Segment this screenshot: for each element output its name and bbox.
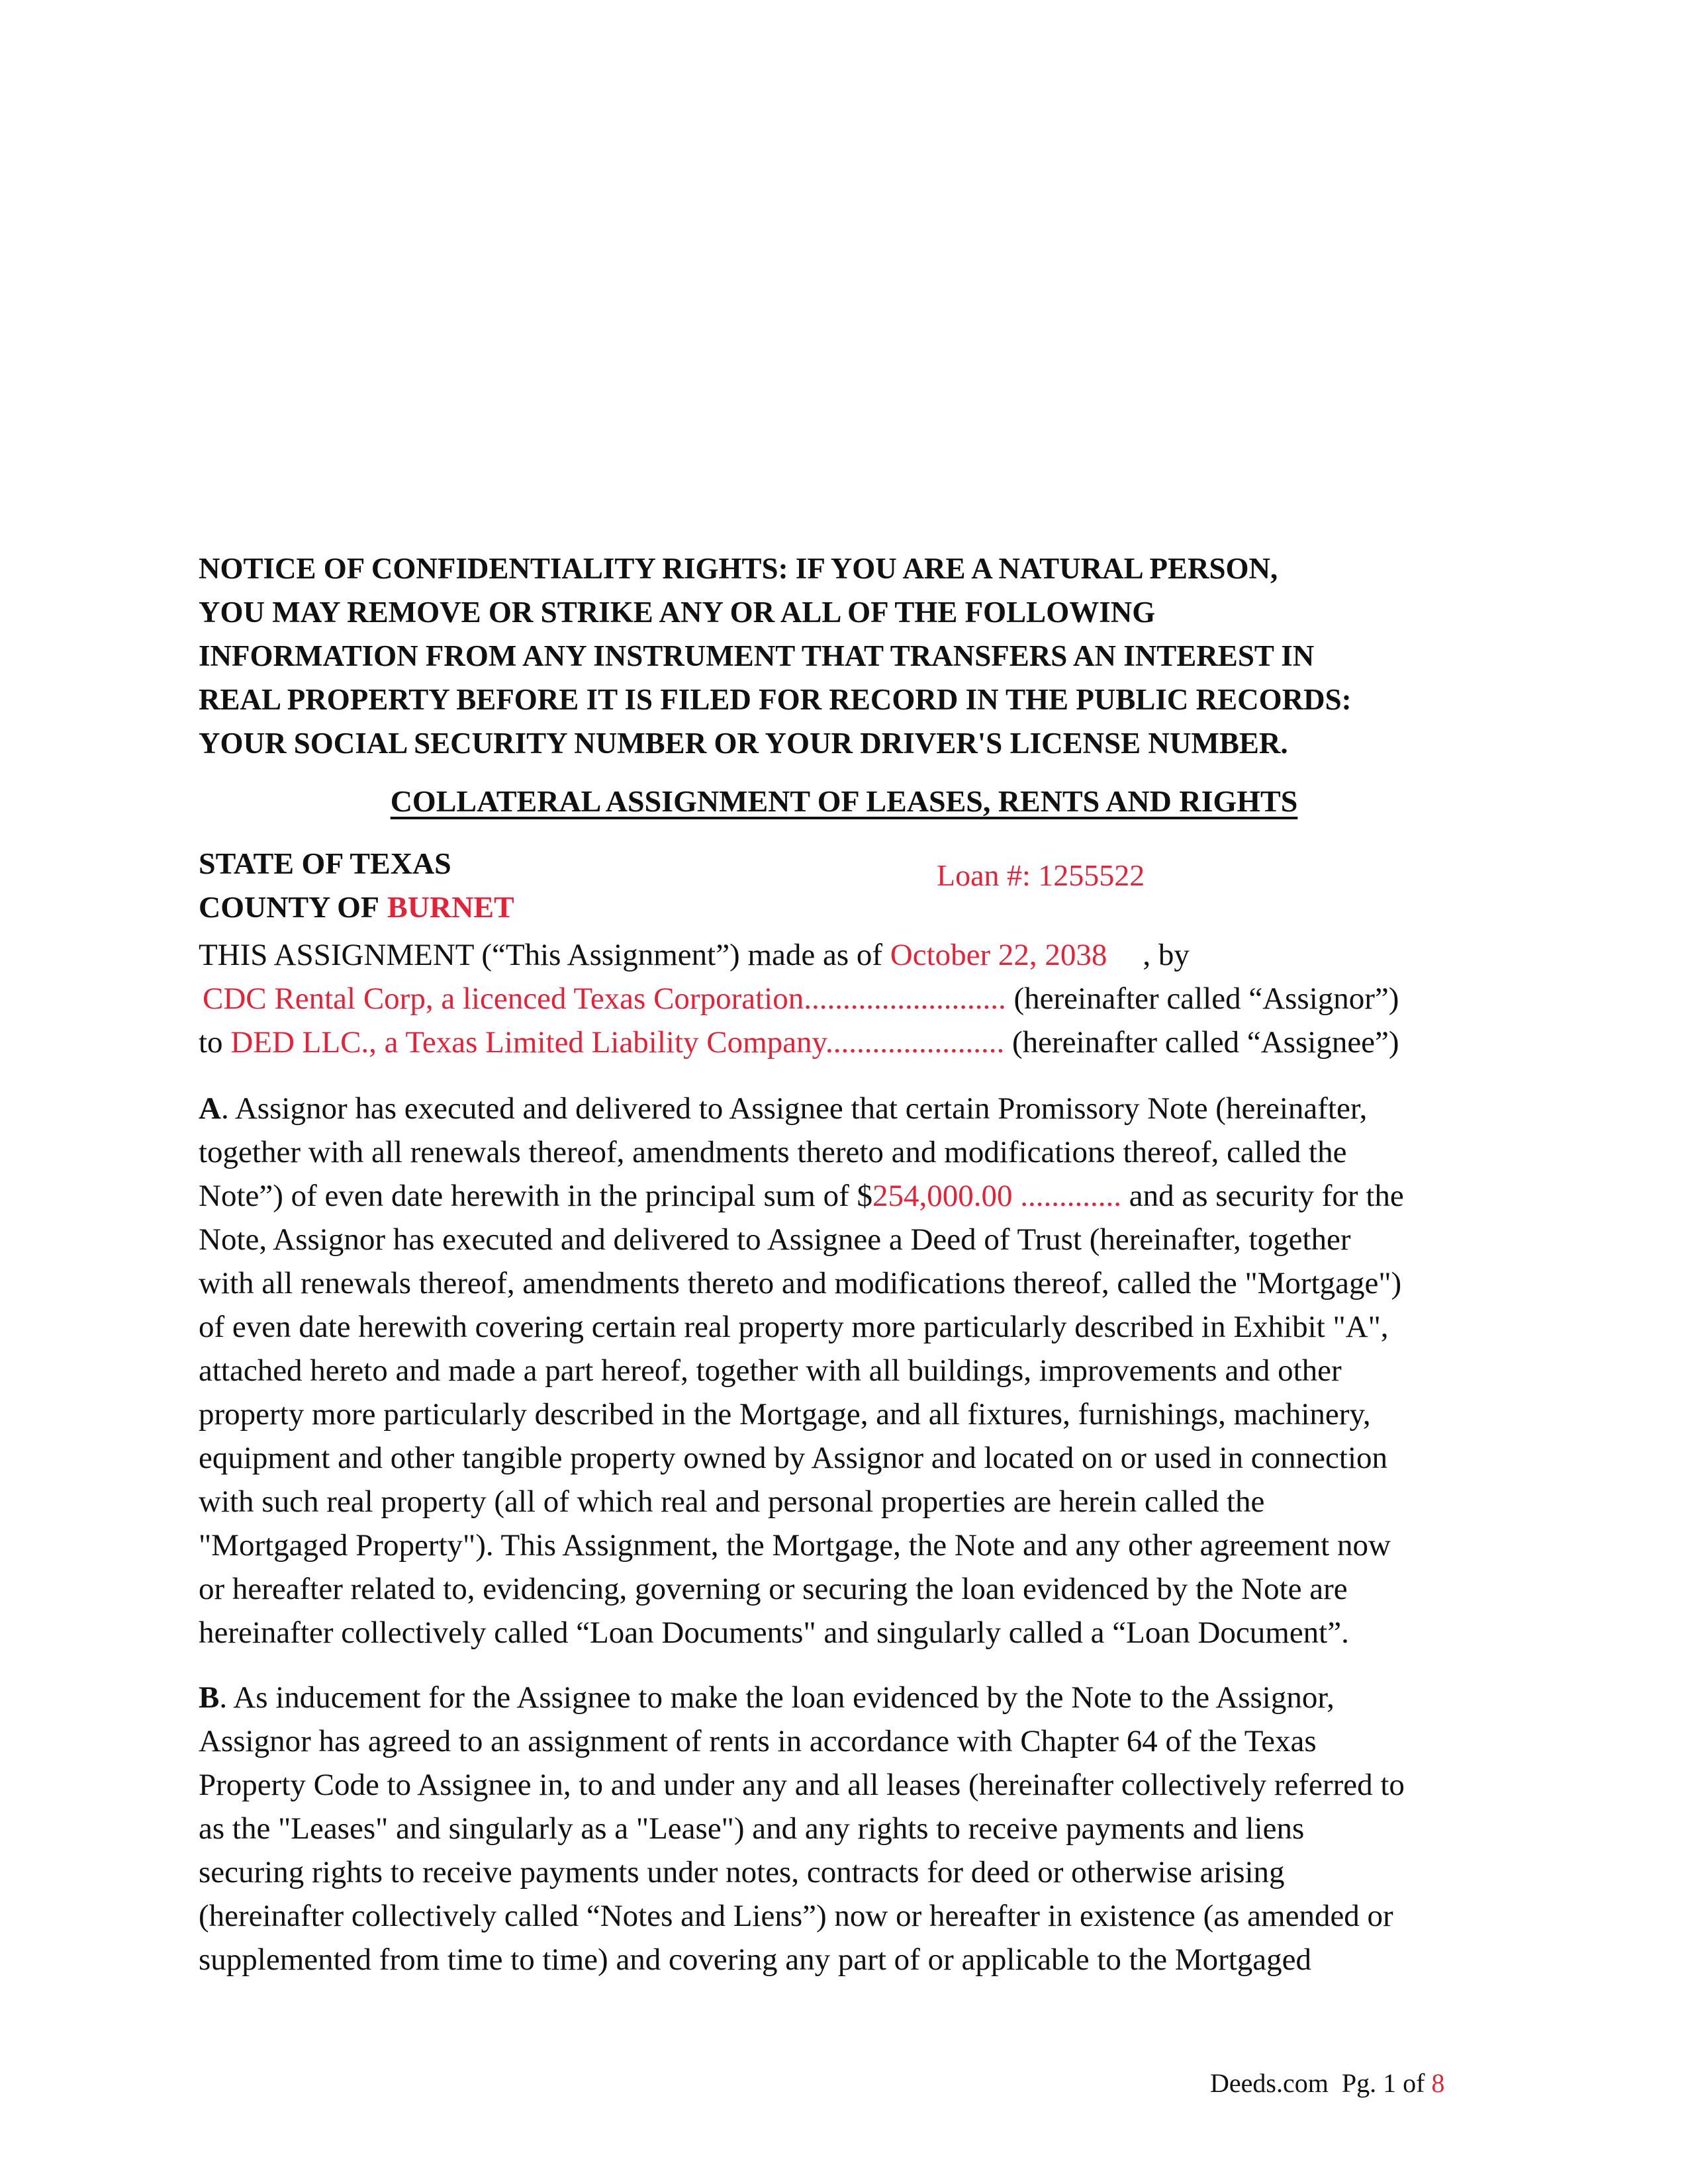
section-a-line: Note, Assignor has executed and delivered to Assignee a Deed of Trust (hereinafter, together [199,1222,1351,1257]
intro-line [199,933,1190,977]
assignment-date: October 22, 2038 [890,938,1107,972]
section-b-line: Assignor has agreed to an assignment of rents in accordance with Chapter 64 of the Texas [199,1724,1317,1758]
section-b-text: . As inducement for the Assignee to make the loan evidenced by the Note to the Assignor, [219,1680,1335,1715]
notice-line: YOU MAY REMOVE OR STRIKE ANY OR ALL OF THE FOLLOWING [199,596,1156,629]
page-footer [1210,2065,1444,2102]
section-b-line: as the "Leases" and singularly as a "Lease") and any rights to receive payments and liens [199,1811,1305,1846]
section-a-line [199,1087,1496,1130]
notice-line: INFORMATION FROM ANY INSTRUMENT THAT TRANSFERS AN INTEREST IN [199,639,1315,672]
section-a-line: equipment and other tangible property owned by Assignor and located on or used in connection [199,1441,1388,1475]
notice-line: YOUR SOCIAL SECURITY NUMBER OR YOUR DRIVER'S LICENSE NUMBER. [199,727,1288,760]
section-a-text: Note”) of even date herewith in the principal sum of $ [199,1179,872,1213]
section-b-line: supplemented from time to time) and covering any part of or applicable to the Mortgaged [199,1942,1312,1977]
footer-site: Deeds.com [1210,2068,1329,2098]
state-heading: STATE OF TEXAS [199,846,451,880]
section-a-line: "Mortgaged Property"). This Assignment, the Mortgage, the Note and any other agreement now [199,1528,1391,1563]
section-b-line: (hereinafter collectively called “Notes and Liens”) now or hereafter in existence (as amended or [199,1899,1393,1933]
section-b-line [199,1676,1496,1719]
assignee-to: to [199,1025,223,1060]
assignee-name: DED LLC., a Texas Limited Liability Company [230,1025,826,1060]
section-a-line: property more particularly described in the Mortgage, and all fixtures, furnishings, machinery, [199,1397,1371,1432]
section-a-label: A [199,1091,221,1126]
county-heading [199,886,514,929]
section-a-line: with all renewals thereof, amendments thereto and modifications thereof, called the "Mortgage") [199,1266,1402,1300]
intro-made-as-of: THIS ASSIGNMENT (“This Assignment”) made as of [199,938,883,972]
notice-line: NOTICE OF CONFIDENTIALITY RIGHTS: IF YOU ARE A NATURAL PERSON, [199,552,1278,585]
section-a-line: together with all renewals thereof, amendments thereto and modifications thereof, called the [199,1135,1347,1169]
document-title [0,784,1688,819]
section-b [199,1676,1496,1981]
section-a [199,1087,1496,1655]
county-value: BURNET [387,890,514,924]
section-a-line: hereinafter collectively called “Loan Documents" and singularly called a “Loan Document”. [199,1615,1349,1650]
confidentiality-notice [199,547,1509,765]
intro-by: , by [1143,938,1190,972]
assignor-suffix: (hereinafter called “Assignor”) [1013,981,1399,1016]
footer-page-current: 1 [1383,2068,1397,2098]
footer-of-label: of [1403,2068,1425,2098]
county-label: COUNTY OF [199,890,380,924]
section-b-line: securing rights to receive payments under notes, contracts for deed or otherwise arising [199,1855,1285,1889]
section-a-line: attached hereto and made a part hereof, together with all buildings, improvements and other [199,1353,1342,1388]
principal-amount: 254,000.00 [872,1179,1013,1213]
section-a-line: of even date herewith covering certain real property more particularly described in Exhibit "A", [199,1310,1389,1344]
loan-number: Loan #: 1255522 [937,858,1145,892]
section-a-text: . Assignor has executed and delivered to Assignee that certain Promissory Note (hereinafter, [220,1091,1368,1126]
section-a-line: or hereafter related to, evidencing, governing or securing the loan evidenced by the Note are [199,1572,1348,1606]
section-a-line [199,1174,1496,1218]
assignee-line [199,1021,1399,1064]
assignor-name: CDC Rental Corp, a licenced Texas Corporation [203,981,804,1016]
assignor-line [203,977,1399,1021]
section-b-line: Property Code to Assignee in, to and under any and all leases (hereinafter collectively referred to [199,1768,1405,1802]
assignor-dots: .......................... [804,981,1006,1016]
document-title-text: COLLATERAL ASSIGNMENT OF LEASES, RENTS AND RIGHTS [390,784,1298,818]
footer-page-label: Pg. [1341,2068,1377,2098]
notice-line: REAL PROPERTY BEFORE IT IS FILED FOR RECORD IN THE PUBLIC RECORDS: [199,683,1352,716]
section-a-text: and as security for the [1129,1179,1404,1213]
section-a-line: with such real property (all of which real and personal properties are herein called the [199,1484,1265,1519]
footer-page-total: 8 [1431,2068,1445,2098]
assignee-suffix: (hereinafter called “Assignee”) [1012,1025,1399,1060]
principal-amount-dots: ............. [1020,1179,1121,1213]
section-b-label: B [199,1680,220,1715]
assignee-dots: ....................... [825,1025,1005,1060]
